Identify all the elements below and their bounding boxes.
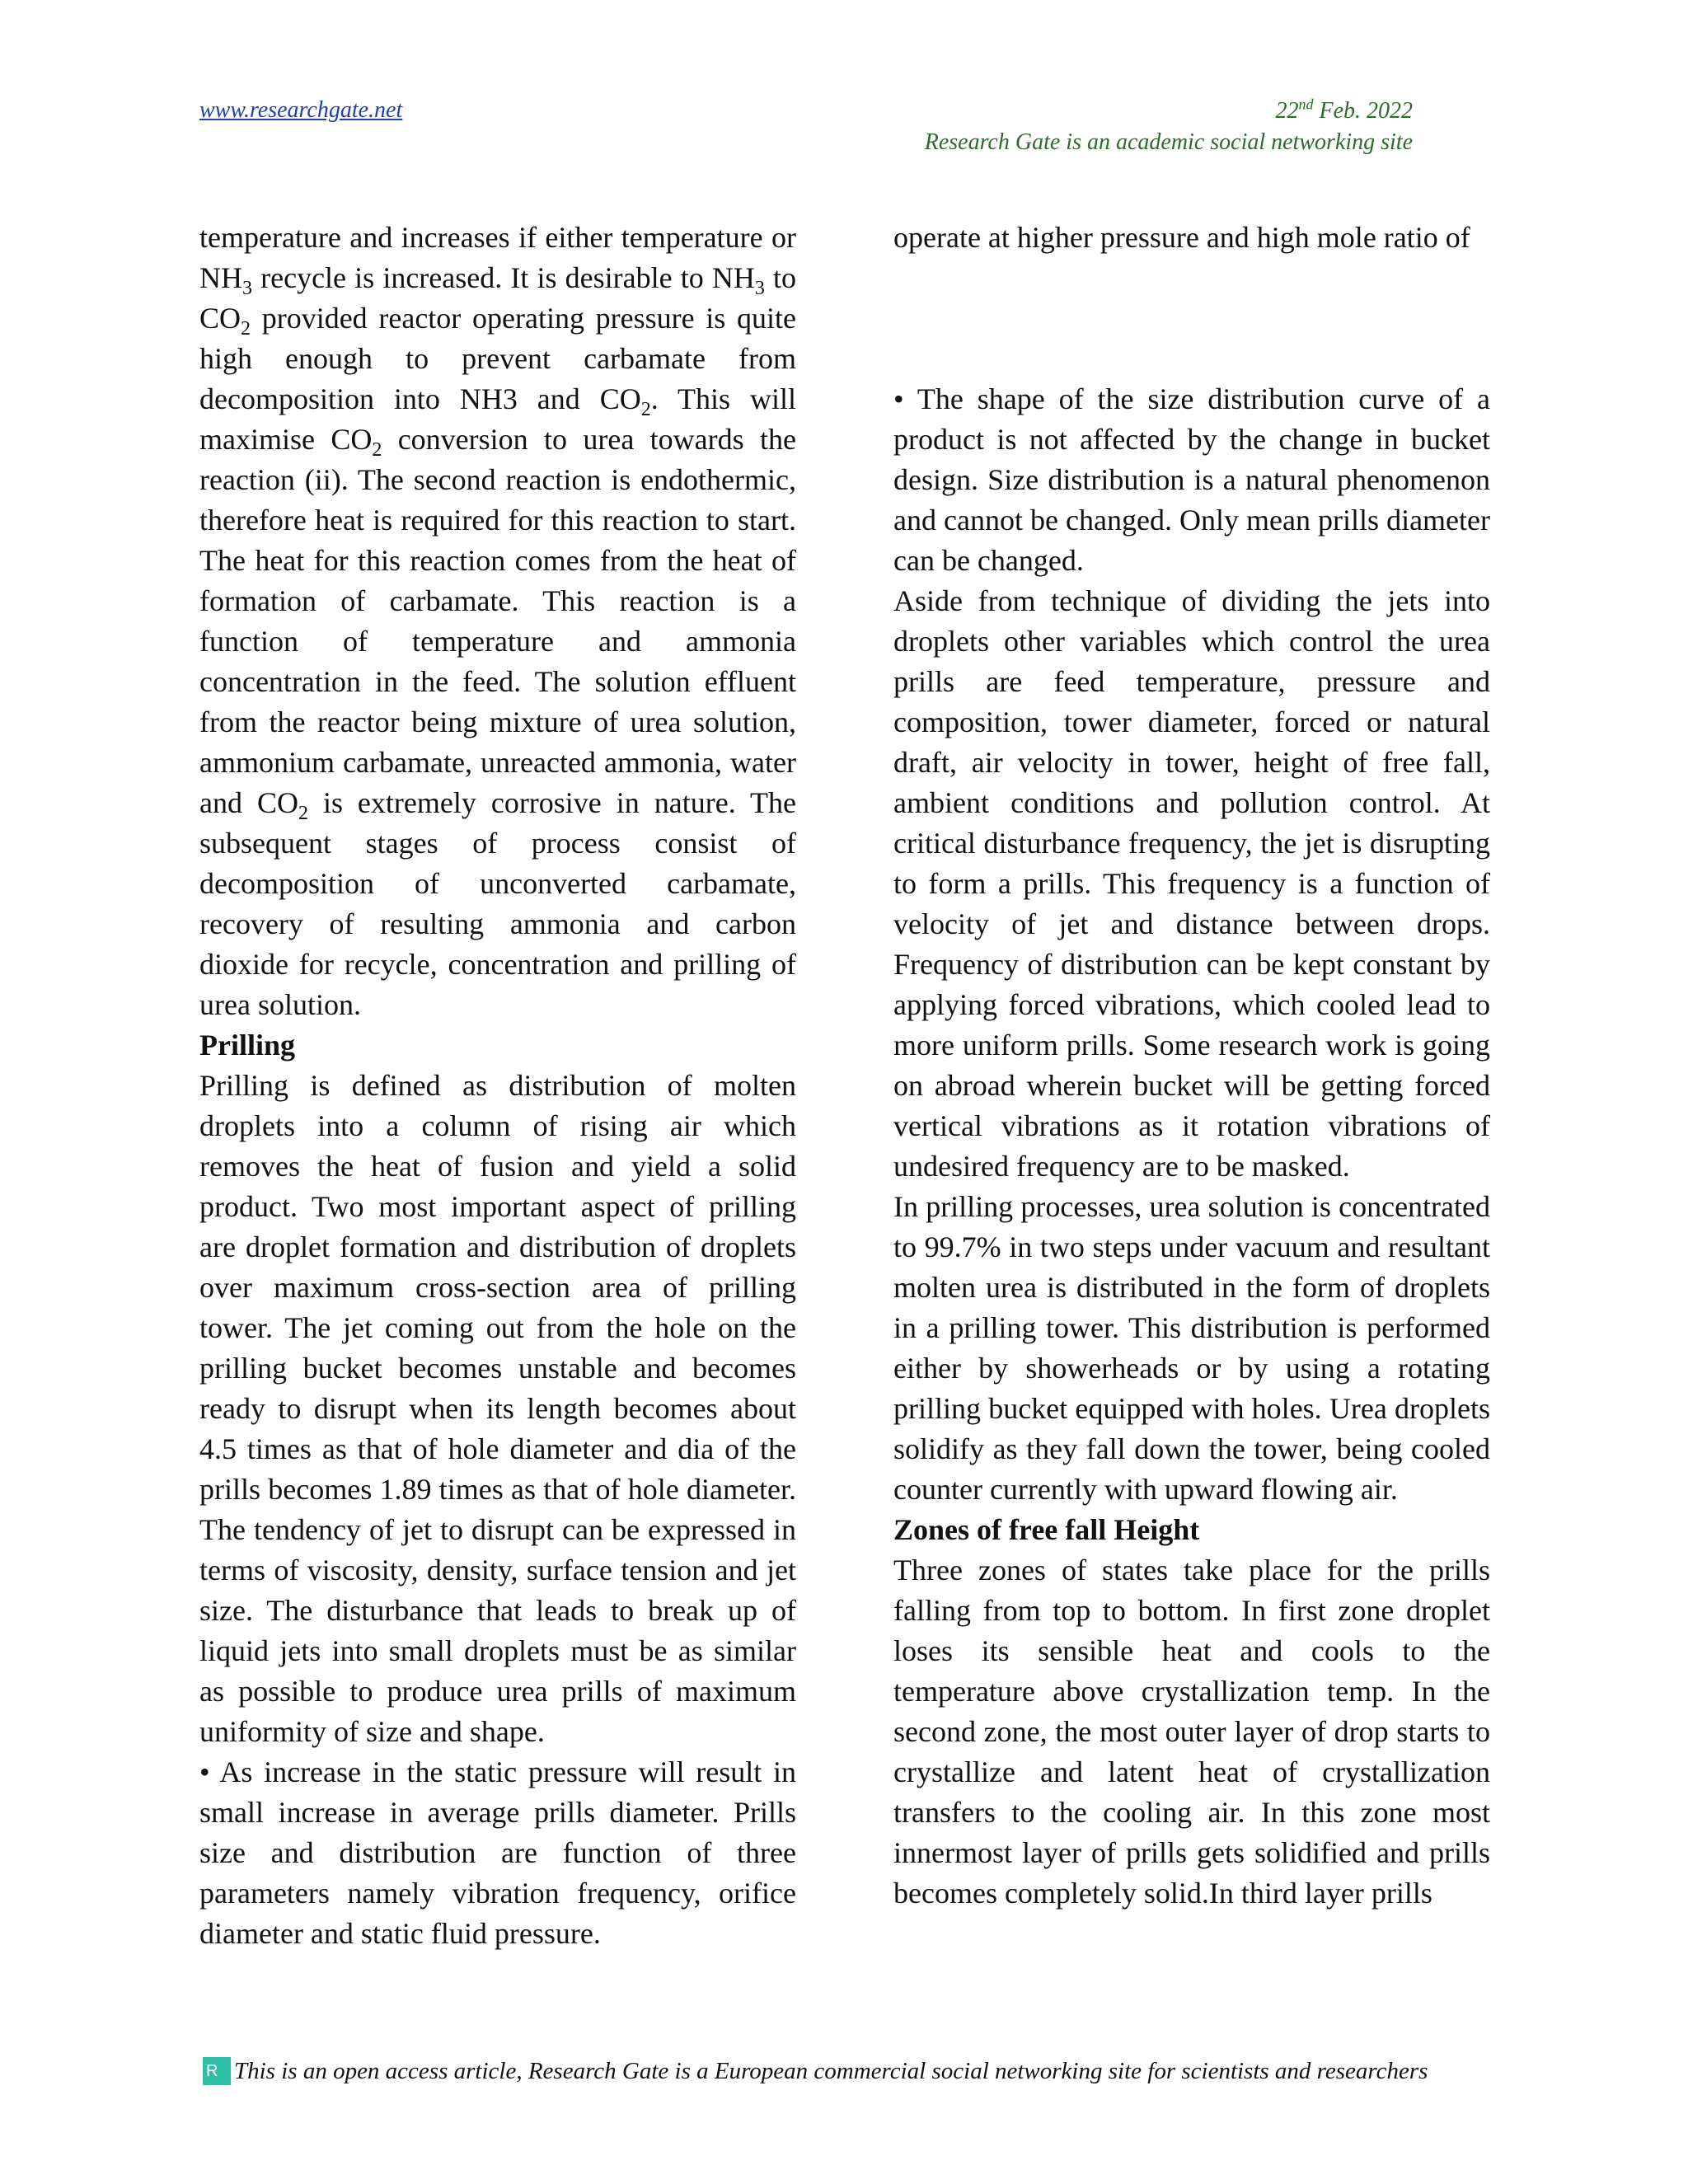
heading-prilling: Prilling [199, 1029, 295, 1062]
header-tagline: Research Gate is an academic social networking site [924, 129, 1413, 155]
subscript: 3 [242, 278, 252, 300]
right-paragraph-4: In prilling processes, urea solution is concentrated to 99.7% in two steps under vacuum and resultant molten urea is distributed in the form of droplets in a prilling tower. This distribution is performed either by showerheads or by using a rotating prilling bucket equipped with holes. Urea droplets solidify as they fall down the tower, being cooled counter currently with upward flowing air. [893, 1190, 1490, 1506]
right-paragraph-3: Aside from technique of dividing the jets into droplets other variables which control the urea prills are feed temperature, pressure and composition, tower diameter, forced or natural draft, air velocity in tower, height of free fall, ambient conditions and pollution control. At critical disturbance frequency, the jet is disrupting to form a prills. This frequency is a function of velocity of jet and distance between drops. Frequency of distribution can be kept constant by applying forced vibrations, which cooled lead to more uniform prills. Some research work is going on abroad wherein bucket will be getting forced vertical vibrations as it rotation vibrations of undesired frequency are to be masked. [893, 584, 1490, 1183]
header-link[interactable]: www.researchgate.net [199, 97, 403, 123]
date-suffix: nd [1298, 96, 1314, 113]
subscript: 2 [372, 439, 382, 462]
text-run: is extremely corrosive in nature. The subsequent stages of process consist of decomposition of unconverted carbamate, recovery of resulting ammonia and carbon dioxide for recycle, concentration and prilling of urea solution. [199, 786, 796, 1021]
text-run: recycle is increased. It is desirable to NH [252, 261, 755, 294]
footer [203, 2056, 1428, 2085]
text-run: . This will maximise CO [199, 382, 796, 456]
date-day: 22 [1275, 98, 1299, 124]
text-run: to CO [199, 261, 796, 335]
left-paragraph-3: • As increase in the static pressure will result in small increase in average prills diameter. Prills size and distribution are function of three parameters namely vibration frequency, orifice diameter and static fluid pressure. [199, 1755, 796, 1950]
right-paragraph-2: • The shape of the size distribution curve of a product is not affected by the change in bucket design. Size distribution is a natural phenomenon and cannot be changed. Only mean prills diameter can be changed. [893, 382, 1490, 577]
text-run: provided reactor operating pressure is quite high enough to prevent carbamate from decomposition into NH3 and CO [199, 302, 796, 415]
right-column [893, 218, 1490, 1914]
right-paragraph-1: operate at higher pressure and high mole ratio of [893, 221, 1470, 254]
date-rest: Feb. 2022 [1313, 98, 1413, 124]
column-gap [893, 258, 1490, 379]
text-run: conversion to urea towards the reaction (ii). The second reaction is endothermic, therefore heat is required for this reaction to start. The heat for this reaction comes from the heat of formation of carbamate. This reaction is a function of temperature and ammonia concentration in the feed. The solution effluent from the reactor being mixture of urea solution, ammonium carbamate, unreacted ammonia, water and CO [199, 423, 796, 819]
footer-text: This is an open access article, Research Gate is a European commercial social networking site for scientists and researchers [234, 2058, 1428, 2084]
heading-zones: Zones of free fall Height [893, 1513, 1200, 1546]
header-right [925, 96, 1413, 158]
subscript: 2 [298, 803, 308, 825]
left-column [199, 218, 796, 1954]
text-run: temperature and increases if either temperature or NH [199, 221, 796, 294]
right-paragraph-5: Three zones of states take place for the prills falling from top to bottom. In first zone droplet loses its sensible heat and cools to the temperature above crystallization temp. In the second zone, the most outer layer of drop starts to crystallize and latent heat of crystallization transfers to the cooling air. In this zone most innermost layer of prills gets solidified and prills becomes completely solid.In third layer prills [893, 1554, 1490, 1910]
researchgate-logo-icon: R [203, 2057, 231, 2085]
left-paragraph-2: Prilling is defined as distribution of molten droplets into a column of rising air which removes the heat of fusion and yield a solid product. Two most important aspect of prilling are droplet formation and distribution of droplets over maximum cross-section area of prilling tower. The jet coming out from the hole on the prilling bucket becomes unstable and becomes ready to disrupt when its length becomes about 4.5 times as that of hole diameter and dia of the prills becomes 1.89 times as that of hole diameter. The tendency of jet to disrupt can be expressed in terms of viscosity, density, surface tension and jet size. The disturbance that leads to break up of liquid jets into small droplets must be as similar as possible to produce urea prills of maximum uniformity of size and shape. [199, 1069, 796, 1748]
subscript: 2 [640, 399, 651, 421]
subscript: 3 [754, 278, 765, 300]
header-date [925, 96, 1413, 127]
subscript: 2 [241, 318, 251, 340]
left-paragraph-1 [199, 218, 796, 1025]
